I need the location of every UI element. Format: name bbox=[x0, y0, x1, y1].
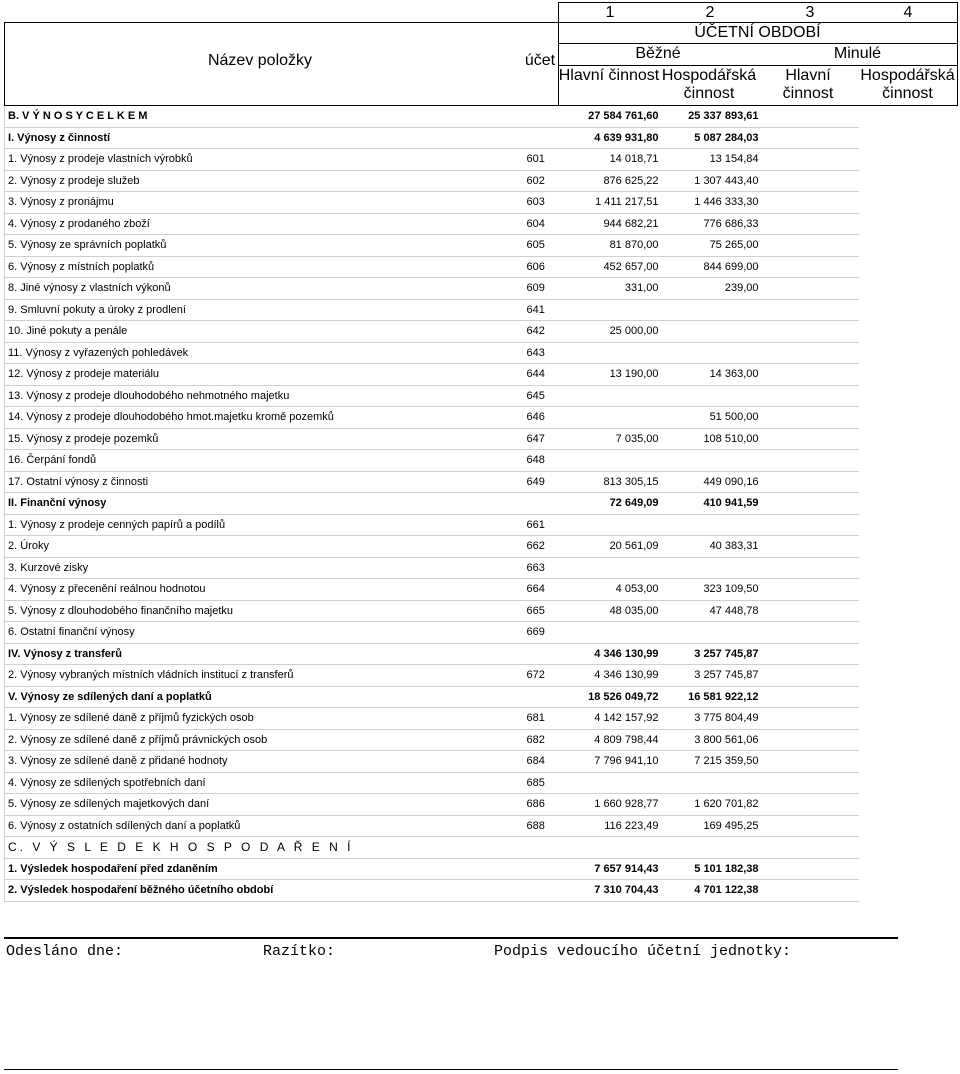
row-name: 5. Výnosy ze sdílených majetkových daní bbox=[5, 794, 525, 816]
account-number: 645 bbox=[525, 385, 571, 407]
previous-economic-value bbox=[763, 299, 859, 321]
previous-main-value bbox=[663, 837, 763, 859]
previous-economic-value bbox=[763, 170, 859, 192]
current-main-value: 4 346 130,99 bbox=[571, 665, 663, 687]
previous-economic-value bbox=[763, 514, 859, 536]
period-title: ÚČETNÍ OBDOBÍ bbox=[694, 24, 821, 41]
previous-economic-value bbox=[763, 256, 859, 278]
table-row bbox=[5, 299, 859, 321]
account-number: 663 bbox=[525, 557, 571, 579]
header-border bbox=[558, 65, 957, 66]
account-number: 606 bbox=[525, 256, 571, 278]
account-number: 609 bbox=[525, 278, 571, 300]
table-row bbox=[5, 192, 859, 214]
previous-main-value: 16 581 922,12 bbox=[663, 686, 763, 708]
account-number bbox=[525, 837, 571, 859]
previous-main-value: 40 383,31 bbox=[663, 536, 763, 558]
previous-main-value: 449 090,16 bbox=[663, 471, 763, 493]
table-row bbox=[5, 106, 859, 127]
account-number: 686 bbox=[525, 794, 571, 816]
row-name: IV. Výnosy z transferů bbox=[5, 643, 525, 665]
previous-economic-value bbox=[763, 579, 859, 601]
table-row bbox=[5, 815, 859, 837]
previous-main-value: 51 500,00 bbox=[663, 407, 763, 429]
main-activity-header: Hlavní činnost bbox=[558, 67, 660, 84]
account-number: 602 bbox=[525, 170, 571, 192]
account-number bbox=[525, 880, 571, 902]
economic-activity-header: Hospodářská činnost bbox=[860, 67, 955, 102]
account-number: 649 bbox=[525, 471, 571, 493]
account-number: 646 bbox=[525, 407, 571, 429]
row-name: 3. Výnosy z pronájmu bbox=[5, 192, 525, 214]
current-main-value: 116 223,49 bbox=[571, 815, 663, 837]
previous-economic-value bbox=[763, 622, 859, 644]
current-main-value: 25 000,00 bbox=[571, 321, 663, 343]
stamp-label: Razítko: bbox=[263, 943, 336, 960]
account-number: 642 bbox=[525, 321, 571, 343]
row-name: 2. Výnosy ze sdílené daně z příjmů právnických osob bbox=[5, 729, 525, 751]
previous-main-value: 3 775 804,49 bbox=[663, 708, 763, 730]
account-number: 685 bbox=[525, 772, 571, 794]
table-row bbox=[5, 149, 859, 171]
previous-main-value: 108 510,00 bbox=[663, 428, 763, 450]
current-main-value: 81 870,00 bbox=[571, 235, 663, 257]
account-number: 605 bbox=[525, 235, 571, 257]
previous-economic-value bbox=[763, 106, 859, 127]
row-name: 2. Úroky bbox=[5, 536, 525, 558]
table-row bbox=[5, 579, 859, 601]
previous-main-value bbox=[663, 321, 763, 343]
row-name: 1. Výnosy z prodeje vlastních výrobků bbox=[5, 149, 525, 171]
previous-main-value: 169 495,25 bbox=[663, 815, 763, 837]
table-row bbox=[5, 342, 859, 364]
account-number: 664 bbox=[525, 579, 571, 601]
account-number: 603 bbox=[525, 192, 571, 214]
row-name: 1. Výnosy z prodeje cenných papírů a podílů bbox=[5, 514, 525, 536]
previous-economic-value bbox=[763, 708, 859, 730]
previous-economic-value bbox=[763, 278, 859, 300]
table-row bbox=[5, 772, 859, 794]
account-number: 681 bbox=[525, 708, 571, 730]
income-table-body bbox=[5, 106, 859, 901]
current-main-value: 72 649,09 bbox=[571, 493, 663, 515]
previous-economic-value bbox=[763, 557, 859, 579]
table-row bbox=[5, 407, 859, 429]
row-name: 5. Výnosy ze správních poplatků bbox=[5, 235, 525, 257]
current-main-value: 7 796 941,10 bbox=[571, 751, 663, 773]
row-name: 13. Výnosy z prodeje dlouhodobého nehmotného majetku bbox=[5, 385, 525, 407]
previous-economic-value bbox=[763, 342, 859, 364]
table-row bbox=[5, 858, 859, 880]
current-main-value: 4 053,00 bbox=[571, 579, 663, 601]
previous-main-value bbox=[663, 622, 763, 644]
previous-economic-value bbox=[763, 729, 859, 751]
table-row bbox=[5, 278, 859, 300]
previous-main-value: 7 215 359,50 bbox=[663, 751, 763, 773]
previous-main-value bbox=[663, 772, 763, 794]
current-main-value: 331,00 bbox=[571, 278, 663, 300]
account-number: 684 bbox=[525, 751, 571, 773]
previous-economic-value bbox=[763, 407, 859, 429]
table-row bbox=[5, 170, 859, 192]
row-name: 14. Výnosy z prodeje dlouhodobého hmot.majetku kromě pozemků bbox=[5, 407, 525, 429]
current-main-value bbox=[571, 514, 663, 536]
previous-main-value: 776 686,33 bbox=[663, 213, 763, 235]
table-row bbox=[5, 471, 859, 493]
previous-economic-value bbox=[763, 772, 859, 794]
account-number bbox=[525, 106, 571, 127]
account-number: 688 bbox=[525, 815, 571, 837]
previous-economic-value bbox=[763, 536, 859, 558]
account-number: 665 bbox=[525, 600, 571, 622]
account-number: 647 bbox=[525, 428, 571, 450]
previous-main-value: 1 307 443,40 bbox=[663, 170, 763, 192]
previous-main-value bbox=[663, 450, 763, 472]
table-row bbox=[5, 127, 859, 149]
previous-economic-value bbox=[763, 428, 859, 450]
table-row bbox=[5, 880, 859, 902]
table-row bbox=[5, 450, 859, 472]
row-name: 2. Výnosy z prodeje služeb bbox=[5, 170, 525, 192]
account-header: účet bbox=[524, 52, 556, 69]
previous-main-value: 47 448,78 bbox=[663, 600, 763, 622]
table-row bbox=[5, 665, 859, 687]
table-row bbox=[5, 686, 859, 708]
previous-economic-value bbox=[763, 471, 859, 493]
account-number bbox=[525, 127, 571, 149]
table-row bbox=[5, 428, 859, 450]
column-number: 3 bbox=[805, 4, 815, 21]
current-main-value: 944 682,21 bbox=[571, 213, 663, 235]
row-name: 4. Výnosy z přecenění reálnou hodnotou bbox=[5, 579, 525, 601]
previous-main-value: 5 101 182,38 bbox=[663, 858, 763, 880]
previous-economic-value bbox=[763, 385, 859, 407]
table-row bbox=[5, 213, 859, 235]
row-name: 6. Ostatní finanční výnosy bbox=[5, 622, 525, 644]
previous-economic-value bbox=[763, 235, 859, 257]
previous-economic-value bbox=[763, 837, 859, 859]
row-name: 15. Výnosy z prodeje pozemků bbox=[5, 428, 525, 450]
account-number: 672 bbox=[525, 665, 571, 687]
previous-economic-value bbox=[763, 686, 859, 708]
row-name: C. V Ý S L E D E K H O S P O D A Ř E N Í bbox=[5, 837, 525, 859]
column-number: 2 bbox=[705, 4, 715, 21]
column-number: 4 bbox=[903, 4, 913, 21]
previous-economic-value bbox=[763, 880, 859, 902]
previous-economic-value bbox=[763, 794, 859, 816]
sent-date-label: Odesláno dne: bbox=[6, 943, 124, 960]
current-main-value: 48 035,00 bbox=[571, 600, 663, 622]
previous-main-value: 1 446 333,30 bbox=[663, 192, 763, 214]
table-row bbox=[5, 364, 859, 386]
previous-economic-value bbox=[763, 450, 859, 472]
previous-economic-value bbox=[763, 858, 859, 880]
table-row bbox=[5, 235, 859, 257]
current-main-value: 4 142 157,92 bbox=[571, 708, 663, 730]
previous-main-value: 844 699,00 bbox=[663, 256, 763, 278]
current-main-value: 7 310 704,43 bbox=[571, 880, 663, 902]
current-main-value: 7 657 914,43 bbox=[571, 858, 663, 880]
previous-main-value: 410 941,59 bbox=[663, 493, 763, 515]
row-name: I. Výnosy z činností bbox=[5, 127, 525, 149]
row-name: 12. Výnosy z prodeje materiálu bbox=[5, 364, 525, 386]
header-border bbox=[558, 43, 957, 44]
account-number: 644 bbox=[525, 364, 571, 386]
previous-main-value: 25 337 893,61 bbox=[663, 106, 763, 127]
current-main-value: 4 346 130,99 bbox=[571, 643, 663, 665]
row-name: 17. Ostatní výnosy z činnosti bbox=[5, 471, 525, 493]
previous-main-value: 75 265,00 bbox=[663, 235, 763, 257]
row-name: 16. Čerpání fondů bbox=[5, 450, 525, 472]
row-name: 3. Výnosy ze sdílené daně z přidané hodnoty bbox=[5, 751, 525, 773]
account-number: 669 bbox=[525, 622, 571, 644]
header-border bbox=[4, 22, 5, 106]
previous-main-value bbox=[663, 299, 763, 321]
row-name: 10. Jiné pokuty a penále bbox=[5, 321, 525, 343]
current-main-value: 27 584 761,60 bbox=[571, 106, 663, 127]
current-main-value: 813 305,15 bbox=[571, 471, 663, 493]
table-row bbox=[5, 493, 859, 515]
row-name: 11. Výnosy z vyřazených pohledávek bbox=[5, 342, 525, 364]
account-number: 601 bbox=[525, 149, 571, 171]
item-name-header: Název položky bbox=[207, 52, 313, 69]
previous-economic-value bbox=[763, 665, 859, 687]
row-name: 1. Výsledek hospodaření před zdaněním bbox=[5, 858, 525, 880]
account-number bbox=[525, 493, 571, 515]
footer-divider bbox=[4, 937, 898, 939]
row-name: 2. Výsledek hospodaření běžného účetního období bbox=[5, 880, 525, 902]
row-name: 9. Smluvní pokuty a úroky z prodlení bbox=[5, 299, 525, 321]
current-main-value bbox=[571, 407, 663, 429]
previous-economic-value bbox=[763, 192, 859, 214]
previous-main-value: 5 087 284,03 bbox=[663, 127, 763, 149]
previous-main-value: 3 800 561,06 bbox=[663, 729, 763, 751]
previous-economic-value bbox=[763, 127, 859, 149]
table-row bbox=[5, 643, 859, 665]
account-number bbox=[525, 858, 571, 880]
previous-main-value: 3 257 745,87 bbox=[663, 665, 763, 687]
table-row bbox=[5, 708, 859, 730]
current-main-value: 452 657,00 bbox=[571, 256, 663, 278]
current-main-value: 7 035,00 bbox=[571, 428, 663, 450]
row-name: 4. Výnosy ze sdílených spotřebních daní bbox=[5, 772, 525, 794]
table-row bbox=[5, 321, 859, 343]
previous-main-value bbox=[663, 557, 763, 579]
economic-activity-header: Hospodářská činnost bbox=[661, 67, 757, 102]
table-row bbox=[5, 600, 859, 622]
previous-economic-value bbox=[763, 600, 859, 622]
account-number: 604 bbox=[525, 213, 571, 235]
previous-main-value bbox=[663, 514, 763, 536]
current-main-value: 4 809 798,44 bbox=[571, 729, 663, 751]
table-row bbox=[5, 256, 859, 278]
current-main-value bbox=[571, 622, 663, 644]
row-name: 5. Výnosy z dlouhodobého finančního majetku bbox=[5, 600, 525, 622]
previous-economic-value bbox=[763, 751, 859, 773]
current-main-value: 20 561,09 bbox=[571, 536, 663, 558]
income-table bbox=[4, 106, 859, 902]
previous-economic-value bbox=[763, 643, 859, 665]
account-number: 661 bbox=[525, 514, 571, 536]
current-main-value bbox=[571, 385, 663, 407]
row-name: 6. Výnosy z ostatních sdílených daní a poplatků bbox=[5, 815, 525, 837]
previous-main-value: 323 109,50 bbox=[663, 579, 763, 601]
row-name: 2. Výnosy vybraných místních vládních institucí z transferů bbox=[5, 665, 525, 687]
account-number bbox=[525, 643, 571, 665]
previous-main-value: 239,00 bbox=[663, 278, 763, 300]
current-main-value: 1 411 217,51 bbox=[571, 192, 663, 214]
previous-economic-value bbox=[763, 493, 859, 515]
table-row bbox=[5, 557, 859, 579]
account-number: 662 bbox=[525, 536, 571, 558]
account-number: 641 bbox=[525, 299, 571, 321]
account-number: 682 bbox=[525, 729, 571, 751]
previous-economic-value bbox=[763, 321, 859, 343]
table-row bbox=[5, 514, 859, 536]
row-name: B. V Ý N O S Y C E L K E M bbox=[5, 106, 525, 127]
previous-main-value: 13 154,84 bbox=[663, 149, 763, 171]
previous-economic-value bbox=[763, 364, 859, 386]
table-row bbox=[5, 385, 859, 407]
current-main-value bbox=[571, 342, 663, 364]
row-name: 6. Výnosy z místních poplatků bbox=[5, 256, 525, 278]
account-number: 648 bbox=[525, 450, 571, 472]
account-number bbox=[525, 686, 571, 708]
current-main-value: 876 625,22 bbox=[571, 170, 663, 192]
current-main-value: 14 018,71 bbox=[571, 149, 663, 171]
table-row bbox=[5, 729, 859, 751]
previous-economic-value bbox=[763, 213, 859, 235]
table-row bbox=[5, 622, 859, 644]
row-name: 3. Kurzové zisky bbox=[5, 557, 525, 579]
account-number: 643 bbox=[525, 342, 571, 364]
previous-main-value: 1 620 701,82 bbox=[663, 794, 763, 816]
column-number: 1 bbox=[605, 4, 615, 21]
row-name: V. Výnosy ze sdílených daní a poplatků bbox=[5, 686, 525, 708]
previous-main-value: 14 363,00 bbox=[663, 364, 763, 386]
row-name: 4. Výnosy z prodaného zboží bbox=[5, 213, 525, 235]
current-main-value: 4 639 931,80 bbox=[571, 127, 663, 149]
table-row bbox=[5, 837, 859, 859]
header-border bbox=[558, 2, 957, 3]
current-main-value bbox=[571, 837, 663, 859]
previous-main-value: 4 701 122,38 bbox=[663, 880, 763, 902]
current-main-value bbox=[571, 772, 663, 794]
table-row bbox=[5, 794, 859, 816]
table-row bbox=[5, 536, 859, 558]
signature-label: Podpis vedoucího účetní jednotky: bbox=[494, 943, 792, 960]
previous-main-value bbox=[663, 385, 763, 407]
row-name: 8. Jiné výnosy z vlastních výkonů bbox=[5, 278, 525, 300]
main-activity-header: Hlavní činnost bbox=[782, 67, 834, 102]
row-name: II. Finanční výnosy bbox=[5, 493, 525, 515]
current-main-value bbox=[571, 450, 663, 472]
current-period-header: Běžné bbox=[635, 45, 681, 62]
footer-bottom-line bbox=[4, 1069, 898, 1070]
current-main-value: 13 190,00 bbox=[571, 364, 663, 386]
header-border bbox=[957, 2, 958, 106]
previous-period-header: Minulé bbox=[833, 45, 882, 62]
current-main-value: 18 526 049,72 bbox=[571, 686, 663, 708]
current-main-value bbox=[571, 557, 663, 579]
current-main-value bbox=[571, 299, 663, 321]
previous-main-value: 3 257 745,87 bbox=[663, 643, 763, 665]
table-row bbox=[5, 751, 859, 773]
current-main-value: 1 660 928,77 bbox=[571, 794, 663, 816]
row-name: 1. Výnosy ze sdílené daně z příjmů fyzických osob bbox=[5, 708, 525, 730]
previous-economic-value bbox=[763, 149, 859, 171]
table-header bbox=[0, 0, 960, 106]
previous-economic-value bbox=[763, 815, 859, 837]
header-border bbox=[4, 22, 957, 23]
previous-main-value bbox=[663, 342, 763, 364]
